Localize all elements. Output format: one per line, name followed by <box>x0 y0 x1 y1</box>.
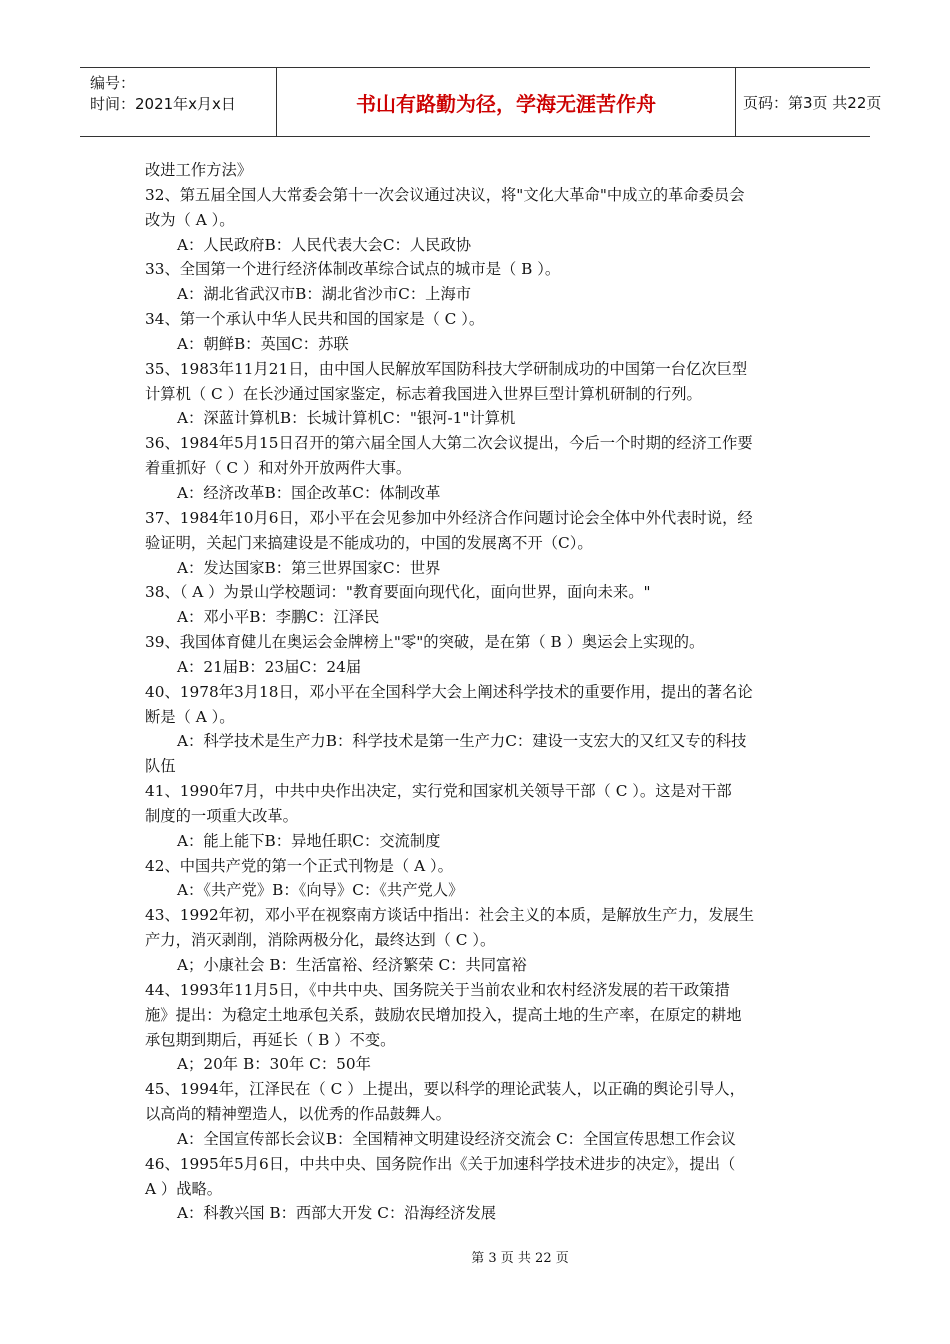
question-text-line: 改进工作方法》 <box>145 161 253 179</box>
header-info-cell <box>80 68 276 136</box>
question-text-line: 32、第五届全国人大常委会第十一次会议通过决议，将"文化大革命"中成立的革命委员会 <box>145 185 745 204</box>
document-body <box>145 158 810 1226</box>
question-text-line: 44、1993年11月5日，《中共中央、国务院关于当前农业和农村经济发展的若干政策措 <box>145 980 730 999</box>
question-text-line: 46、1995年5月6日，中共中央、国务院作出《关于加速科学技术进步的决定》，提出（ <box>145 1154 736 1173</box>
document-time-label: 时间：2021年x月x日 <box>90 95 236 113</box>
answer-options-line: A：深蓝计算机B：长城计算机C："银河-1"计算机 <box>177 409 516 428</box>
question-text-line: 42、中国共产党的第一个正式刊物是（ A ）。 <box>145 856 453 875</box>
answer-options-line: A：邓小平B：李鹏C：江泽民 <box>177 608 380 627</box>
question-text-line: 39、我国体育健儿在奥运会金牌榜上"零"的突破，是在第（ B ）奥运会上实现的。 <box>145 633 705 652</box>
header-motto: 书山有路勤为径，学海无涯苦作舟 <box>356 91 656 116</box>
question-text-line: 施》提出：为稳定土地承包关系，鼓励农民增加投入，提高土地的生产率，在原定的耕地 <box>145 1005 742 1024</box>
answer-options-line: A：朝鲜B：英国C：苏联 <box>177 334 349 353</box>
header-motto-cell <box>276 68 736 136</box>
question-text-line: 承包期到期后，再延长（ B ）不变。 <box>145 1030 396 1049</box>
answer-options-line: A：发达国家B：第三世界国家C：世界 <box>177 558 441 577</box>
question-text-line: 35、1983年11月21日，由中国人民解放军国防科技大学研制成功的中国第一台亿次巨型 <box>145 359 748 378</box>
header-page-info: 页码：第3页 共22页 <box>743 93 882 112</box>
answer-options-line: A：人民政府B：人民代表大会C：人民政协 <box>177 235 472 254</box>
document-number-label: 编号： <box>90 74 136 92</box>
answer-options-line: A：《共产党》B：《向导》C：《共产党人》 <box>177 881 464 900</box>
question-text-line: 制度的一项重大改革。 <box>145 806 298 825</box>
page-footer: 第 3 页 共 22 页 <box>471 1251 569 1266</box>
header-page-cell <box>735 68 882 136</box>
question-text-line: 34、第一个承认中华人民共和国的国家是（ C ）。 <box>145 310 485 329</box>
question-text-line: 验证明，关起门来搞建设是不能成功的，中国的发展离不开（C）。 <box>145 533 593 552</box>
question-text-line: 38、（ A ）为景山学校题词："教育要面向现代化，面向世界，面向未来。" <box>145 583 651 602</box>
question-text-line: 33、全国第一个进行经济体制改革综合试点的城市是（ B ）。 <box>145 260 561 279</box>
answer-options-line: A：经济改革B：国企改革C：体制改革 <box>177 483 441 502</box>
question-text-line: 以高尚的精神塑造人，以优秀的作品鼓舞人。 <box>145 1105 451 1124</box>
answer-options-line: A；小康社会 B：生活富裕、经济繁荣 C：共同富裕 <box>177 956 527 974</box>
question-text-line: 40、1978年3月18日，邓小平在全国科学大会上阐述科学技术的重要作用，提出的著名论 <box>145 682 753 701</box>
question-text-line: 队伍 <box>145 757 176 776</box>
question-text-line: 改为（ A ）。 <box>145 210 235 229</box>
question-text-line: 着重抓好（ C ）和对外开放两件大事。 <box>145 459 412 478</box>
answer-options-line: A；20年 B：30年 C：50年 <box>177 1055 371 1074</box>
answer-options-line: A：21届B：23届C：24届 <box>177 657 362 676</box>
question-text-line: 45、1994年，江泽民在（ C ）上提出，要以科学的理论武装人，以正确的舆论引导人， <box>145 1080 745 1099</box>
page-header <box>80 67 882 137</box>
answer-options-line: A：能上能下B：异地任职C：交流制度 <box>177 831 441 850</box>
question-text-line: 43、1992年初，邓小平在视察南方谈话中指出：社会主义的本质，是解放生产力，发展生 <box>145 906 755 925</box>
question-text-line: 计算机（ C ）在长沙通过国家鉴定，标志着我国进入世界巨型计算机研制的行列。 <box>145 384 702 403</box>
question-text-line: 产力，消灭剥削，消除两极分化，最终达到（ C ）。 <box>145 931 496 950</box>
question-text-line: 36、1984年5月15日召开的第六届全国人大第二次会议提出，今后一个时期的经济工作要 <box>145 434 753 453</box>
answer-options-line: A：科学技术是生产力B：科学技术是第一生产力C：建设一支宏大的又红又专的科技 <box>177 732 747 751</box>
question-text-line: A ）战略。 <box>145 1179 223 1198</box>
answer-options-line: A：全国宣传部长会议B：全国精神文明建设经济交流会 C：全国宣传思想工作会议 <box>177 1129 736 1148</box>
answer-options-line: A：科教兴国 B：西部大开发 C：沿海经济发展 <box>177 1204 497 1223</box>
answer-options-line: A：湖北省武汉市B：湖北省沙市C：上海市 <box>177 285 472 304</box>
question-text-line: 41、1990年7月，中共中央作出决定，实行党和国家机关领导干部（ C ）。这是对干部 <box>145 782 732 801</box>
question-text-line: 37、1984年10月6日，邓小平在会见参加中外经济合作问题讨论会全体中外代表时说，经 <box>145 508 753 527</box>
question-text-line: 断是（ A ）。 <box>145 707 235 726</box>
